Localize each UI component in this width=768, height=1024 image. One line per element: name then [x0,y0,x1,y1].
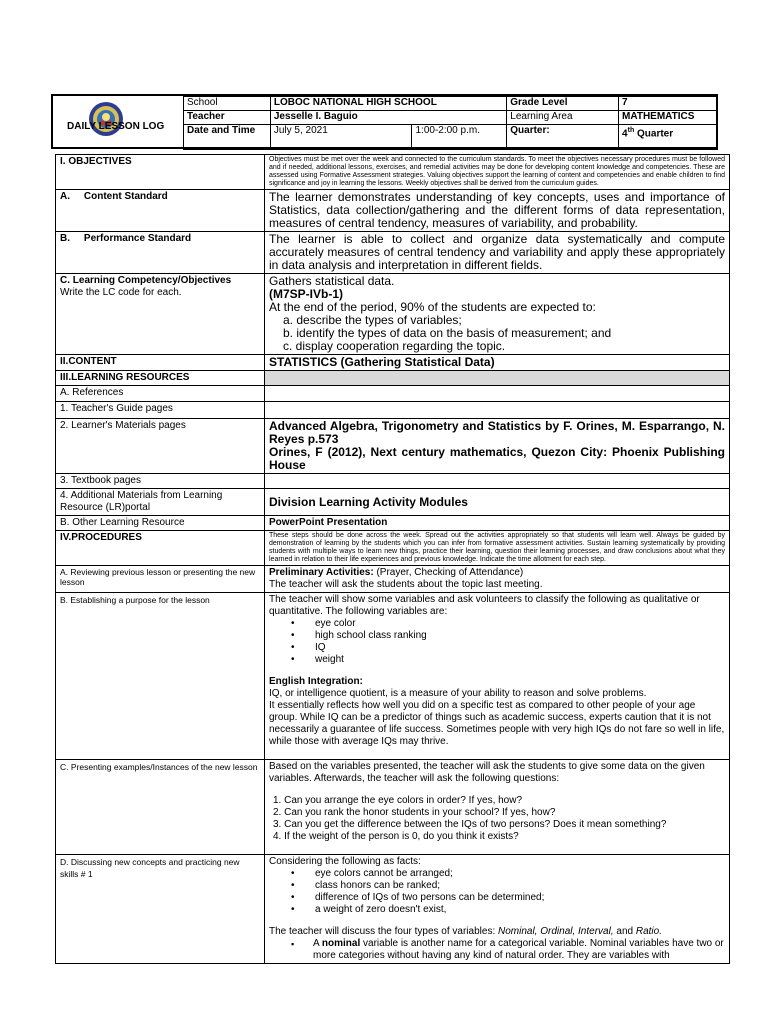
list-item: • eye color [269,618,725,630]
competency-line: Gathers statistical data. [269,274,395,288]
lr-portal-row [56,489,730,516]
competency-label-cell [56,274,265,355]
time-value: 1:00-2:00 p.m. [412,125,507,150]
list-item: 3. Can you get the difference between the IQs of two persons? Does it mean something? [273,819,667,830]
learning-resources-row [56,371,730,386]
quarter-value: 4th Quarter [619,125,718,150]
competency-code: (M7SP-IVb-1) [269,287,344,301]
grade-level-value: 7 [619,97,718,111]
teacher-label: Teacher [184,111,271,125]
list-item: c. display cooperation regarding the topic. [283,339,506,353]
facts-list [269,868,725,916]
textbook-empty [265,474,730,489]
objectives-label: I. OBJECTIVES [56,155,265,190]
objectives-text: Objectives must be met over the week and connected to the curriculum standards. To meet the objectives necessary procedures must be followed and if needed, additional lessons, exercises, and remedial activities may be done for developing content knowledge and competencies. These are assessed using Formative Assessment strategies. Valuing objectives support the learning of content and competencies and enable children to find significance and joy in learning the lessons. Weekly objectives shall be derived from the curriculum guides. [265,155,730,190]
learning-area-value: MATHEMATICS [619,111,718,125]
proc-b-text: The teacher will show some variables and ask volunteers to classify the following as qualitative or quantitative. The following variables are: • eye color • high school class ranking • IQ • weight English Integration: IQ, or intelligence quotient, is a measure of your ability to reason and solve problems. It essentially reflects how well you did on a specific test as compared to other people of your age group. While IQ can be a predictor of things such as academic success, experts caution that it is not necessarily a guarantee of life success. Sometimes people with very high IQs do not fare so well in life, while those with average IQs may thrive. [265,593,730,760]
references-row [56,386,730,402]
variable-types-list [269,938,725,962]
other-resource-label: B. Other Learning Resource [56,516,265,531]
content-row [56,355,730,371]
content-standard-row [56,190,730,232]
proc-b-row [56,593,730,760]
content-text: STATISTICS (Gathering Statistical Data) [265,355,730,371]
learning-resources-label: III.LEARNING RESOURCES [56,371,265,386]
lr-portal-text: Division Learning Activity Modules [265,489,730,516]
learners-materials-row [56,419,730,474]
competency-list [269,314,725,353]
list-item: • class honors can be ranked; [269,880,725,892]
learning-area-label: Learning Area [507,111,619,125]
list-item: • high school class ranking [269,630,725,642]
teachers-guide-empty [265,402,730,419]
learners-materials-text: Advanced Algebra, Trigonometry and Statistics by F. Orines, M. Esparrango, N. Reyes p.573 Orines, F (2012), Next century mathematics, Quezon City: Phoenix Publishing House [265,419,730,474]
lesson-log-table [55,154,730,964]
list-item: a. describe the types of variables; [283,313,462,327]
references-empty [265,386,730,402]
quarter-label: Quarter: [507,125,619,150]
list-item: 1. Can you arrange the eye colors in order? If yes, how? [273,795,523,806]
procedures-text: These steps should be done across the week. Spread out the activities appropriately so that students will learn well. Always be guided by demonstration of learning by the students which you can infer from formative assessment activities. Sustain learning systematically by providing students with multiple ways to learn new things, practice their learning, question their learning processes, and draw conclusions about what they learned in relation to their life experiences and previous knowledge. Indicate the time allotment for each step. [265,531,730,566]
lr-portal-label: 4. Additional Materials from Learning Resource (LR)portal [56,489,265,516]
list-item: b. identify the types of data on the basis of measurement; and [283,326,612,340]
proc-a-label: A. Reviewing previous lesson or presenting the new lesson [56,566,265,593]
teachers-guide-label: 1. Teacher's Guide pages [56,402,265,419]
content-standard-text: The learner demonstrates understanding of key concepts, uses and importance of Statistics, data collection/gathering and the different forms of data representation, measures of central tendency, measures of variability, and probability. [265,190,730,232]
competency-row [56,274,730,355]
textbook-row [56,474,730,489]
proc-d-text: Considering the following as facts: • eye colors cannot be arranged; • class honors can be ranked; • difference of IQs of two persons can be determined; • a weight of zero doesn't exist, The teacher will discuss the four types of variables: Nominal, Ordinal, Interval, and Ratio. ▪ A nominal variable is another name for a categorical variable. Nominal variables have two or more categories without having any kind of natural order. They are variables with [265,855,730,964]
objectives-row [56,155,730,190]
school-value: LOBOC NATIONAL HIGH SCHOOL [270,97,506,111]
content-label: II.CONTENT [56,355,265,371]
performance-standard-text: The learner is able to collect and organize data systematically and compute accurately measures of central tendency and variability and apply these appropriately in data analysis and interpretation in different fields. [265,232,730,274]
list-item: • IQ [269,642,725,654]
school-label: School [184,97,271,111]
date-value: July 5, 2021 [270,125,412,150]
english-integration-title: English Integration: [269,676,363,687]
other-resource-text: PowerPoint Presentation [265,516,730,531]
list-item: ▪ A nominal variable is another name for a categorical variable. Nominal variables have two or more categories without having any kind of natural order. They are variables with [269,938,725,962]
proc-c-text: Based on the variables presented, the teacher will ask the students to give some data on the given variables. Afterwards, the teacher will ask the following questions: 1. Can you arrange the eye colors in order? If yes, how? 2. Can you rank the honor students in your school? If yes, how? 3. Can you get the difference between the IQs of two persons? Does it mean something? 4. If the weight of the person is 0, do you think it exists? [265,760,730,855]
proc-b-label: B. Establishing a purpose for the lesson [56,593,265,760]
competency-label: C. Learning Competency/Objectives [60,275,232,286]
daily-lesson-log-label: DAILY LESSON LOG [67,121,165,132]
list-item: 2. Can you rank the honor students in your school? If yes, how? [273,807,556,818]
header-table [183,96,718,150]
date-time-label: Date and Time [184,125,271,150]
grade-level-label: Grade Level [507,97,619,111]
list-item: • a weight of zero doesn't exist, [269,904,725,916]
performance-standard-row [56,232,730,274]
content-standard-label: A. Content Standard [56,190,265,232]
proc-d-row [56,855,730,964]
teachers-guide-row [56,402,730,419]
proc-c-row [56,760,730,855]
list-item: • weight [269,654,725,666]
list-item: • eye colors cannot be arranged; [269,868,725,880]
proc-d-label: D. Discussing new concepts and practicing new skills # 1 [56,855,265,964]
references-label: A. References [56,386,265,402]
teacher-value: Jesselle I. Baguio [270,111,506,125]
procedures-label: IV.PROCEDURES [56,531,265,566]
proc-a-row [56,566,730,593]
variables-list [269,618,725,666]
learners-materials-label: 2. Learner's Materials pages [56,419,265,474]
competency-text-cell [265,274,730,355]
textbook-label: 3. Textbook pages [56,474,265,489]
competency-intro: At the end of the period, 90% of the students are expected to: [269,300,596,314]
performance-standard-label: B. Performance Standard [56,232,265,274]
procedures-row [56,531,730,566]
competency-sub: Write the LC code for each. [60,287,182,298]
other-resource-row [56,516,730,531]
questions-list [269,795,725,843]
list-item: • difference of IQs of two persons can be determined; [269,892,725,904]
learning-resources-shade [265,371,730,386]
proc-a-text: Preliminary Activities: (Prayer, Checking of Attendance) The teacher will ask the students about the topic last meeting. [265,566,730,593]
proc-c-label: C. Presenting examples/Instances of the new lesson [56,760,265,855]
list-item: 4. If the weight of the person is 0, do you think it exists? [273,831,519,842]
header-box [51,94,718,149]
